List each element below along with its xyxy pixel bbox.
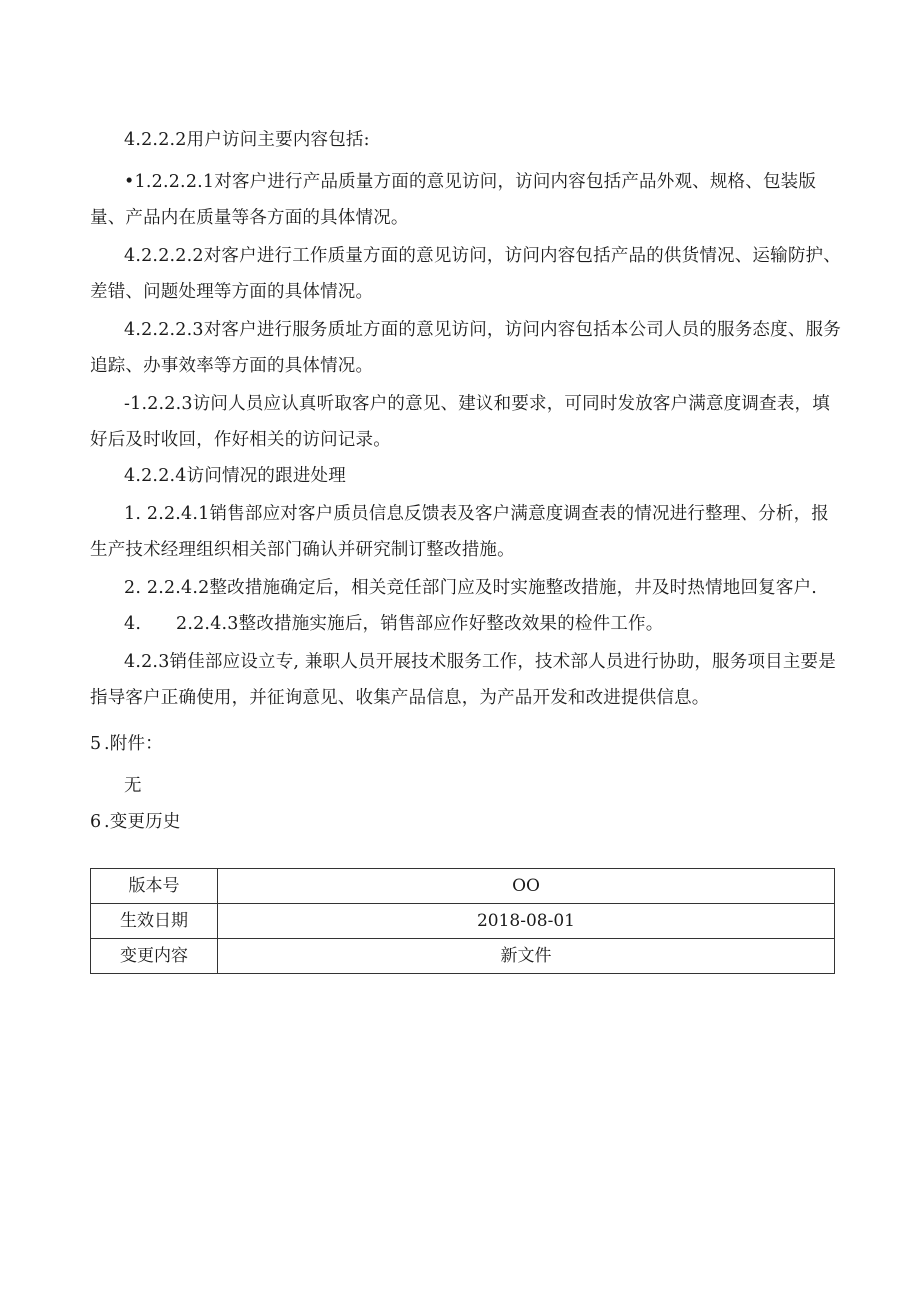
paragraph-line: [124, 612, 663, 636]
version-label: 版本号: [91, 869, 218, 904]
paragraph-line: 生产技术经理组织相关部门确认并研究制订整改措施。: [90, 540, 515, 560]
section-number: 6: [90, 812, 102, 832]
paragraph-line: 指导客户正确使用，并征询意见、收集产品信息，为产品开发和改进提供信息。: [90, 688, 710, 708]
heading-4-2-2-2: 4.2.2.2用户访问主要内容包括:: [124, 130, 370, 150]
change-history-table: [90, 868, 835, 974]
paragraph-line: 1. 2.2.4.1销售部应对客户质员信息反馈表及客户满意度调查表的情况进行整理、分析，报: [124, 504, 829, 524]
change-content-value: 新文件: [218, 939, 835, 974]
heading-4-2-2-4: 4.2.2.4访问情况的跟进处理: [124, 466, 346, 486]
section-number: 5: [90, 734, 102, 754]
paragraph-line: 量、产品内在质量等各方面的具体情况。: [90, 208, 409, 228]
section-title: .变更历史: [104, 812, 181, 832]
item-text: 2.2.4.3整改措施实施后，销售部应作好整改效果的检件工作。: [176, 614, 664, 634]
section-title: .附件：: [104, 734, 163, 754]
paragraph-line: 差错、问题处理等方面的具体情况。: [90, 282, 374, 302]
paragraph-line: 4.2.3销佳部应设立专, 兼职人员开展技术服务工作，技术部人员进行协助，服务项目主要是: [124, 652, 836, 672]
table-row: [91, 904, 835, 939]
table-row: [91, 939, 835, 974]
paragraph-line: -1.2.2.3访问人员应认真听取客户的意见、建议和要求，可同时发放客户满意度调查表，填: [124, 394, 830, 414]
version-value: OO: [218, 869, 835, 904]
paragraph-line: 2. 2.2.4.2整改措施确定后，相关竞任部门应及时实施整改措施，井及时热情地回复客户.: [124, 578, 818, 598]
paragraph-line: 追踪、办事效率等方面的具体情况。: [90, 356, 374, 376]
section-5-content: 无: [124, 776, 142, 796]
paragraph-line: 好后及时收回，作好相关的访问记录。: [90, 430, 391, 450]
effective-date-label: 生效日期: [91, 904, 218, 939]
change-content-label: 变更内容: [91, 939, 218, 974]
item-number: 4.: [124, 614, 142, 634]
paragraph-line: 4.2.2.2.3对客户进行服务质址方面的意见访问，访问内容包括本公司人员的服务态度、服务: [124, 320, 841, 340]
paragraph-line: •1.2.2.2.1对客户进行产品质量方面的意见访问，访问内容包括产品外观、规格、包装版: [124, 172, 817, 192]
table-row: [91, 869, 835, 904]
section-6-heading: [90, 810, 181, 834]
paragraph-line: 4.2.2.2.2对客户进行工作质量方面的意见访问，访问内容包括产品的供货情况、运输防护、: [124, 246, 841, 266]
effective-date-value: 2018-08-01: [218, 904, 835, 939]
section-5-heading: [90, 732, 163, 756]
